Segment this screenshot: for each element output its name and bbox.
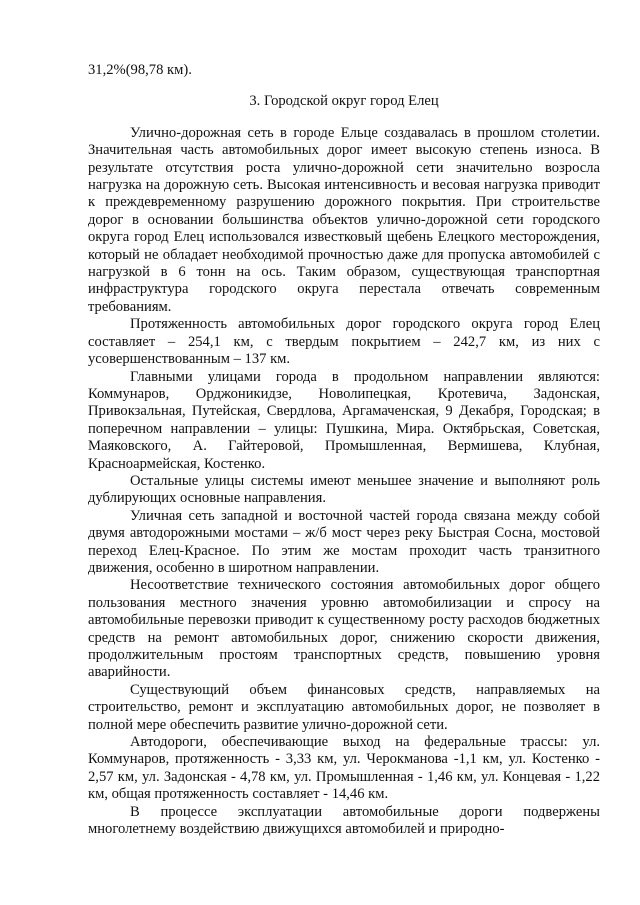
paragraph-bridges: Уличная сеть западной и восточной частей города связана между собой двумя автодорожными мостами – ж/б мост через реку Быстрая Сосна, мостовой переход Елец-Красное. По этим же мостам проходит часть транзитного движения, особенно в широтном направлении. [88, 507, 600, 576]
top-fragment: 31,2%(98,78 км). [88, 62, 192, 78]
paragraph-condition-mismatch: Несоответствие технического состояния автомобильных дорог общего пользования местного значения уровню автомобилизации и спросу на автомобильные перевозки приводит к существенному росту расходов бюджетных средств на ремонт автомобильных дорог, снижению скорости движения, продолжительным простоям транспортных средств, повышению уровня аварийности. [88, 577, 600, 681]
paragraph-main-streets: Главными улицами города в продольном направлении являются: Коммунаров, Орджоникидзе, Новолипецкая, Кротевича, Задонская, Привокзальная, Путейская, Свердлова, Аргамаченская, 9 Декабря, Городская; в поперечном направлении – улицы: Пушкина, Мира. Октябрьская, Советская, Маяковского, А. Гайтеровой, Промышленная, Вермишева, Клубная, Красноармейская, Костенко. [88, 368, 600, 472]
document-body [88, 62, 600, 838]
paragraph-road-length: Протяженность автомобильных дорог городского округа город Елец составляет – 254,1 км, с твердым покрытием – 242,7 км, из них с усовершенствованным – 137 км. [88, 316, 600, 368]
section-heading: 3. Городской округ город Елец [249, 93, 439, 110]
paragraph-other-streets: Остальные улицы системы имеют меньшее значение и выполняют роль дублирующих основные направления. [88, 472, 600, 507]
paragraph-financing: Существующий объем финансовых средств, направляемых на строительство, ремонт и эксплуатацию автомобильных дорог, не позволяет в полной мере обеспечить развитие улично-дорожной сети. [88, 681, 600, 733]
paragraph-operation: В процессе эксплуатации автомобильные дороги подвержены многолетнему воздействию движущихся автомобилей и природно- [88, 803, 600, 838]
paragraph-road-network-history: Улично-дорожная сеть в городе Ельце создавалась в прошлом столетии. Значительная часть автомобильных дорог имеет высокую степень износа. В результате отсутствия роста улично-дорожной сети значительно возросла нагрузка на дорожную сеть. Высокая интенсивность и весовая нагрузка приводит к преждевременному разрушению дорожного покрытия. При строительстве дорог в основании большинства объектов улично-дорожной сети городского округа город Елец использовался известковый щебень Елецкого месторождения, который не обладает необходимой прочностью даже для пропуска автомобилей с нагрузкой в 6 тонн на ось. Таким образом, существующая транспортная инфраструктура городского округа перестала отвечать современным требованиям. [88, 124, 600, 315]
paragraph-federal-exits: Автодороги, обеспечивающие выход на федеральные трассы: ул. Коммунаров, протяженность - 3,33 км, ул. Черокманова -1,1 км, ул. Костенко - 2,57 км, ул. Задонская - 4,78 км, ул. Промышленная - 1,46 км, ул. Концевая - 1,22 км, общая протяженность составляет - 14,46 км. [88, 734, 600, 803]
